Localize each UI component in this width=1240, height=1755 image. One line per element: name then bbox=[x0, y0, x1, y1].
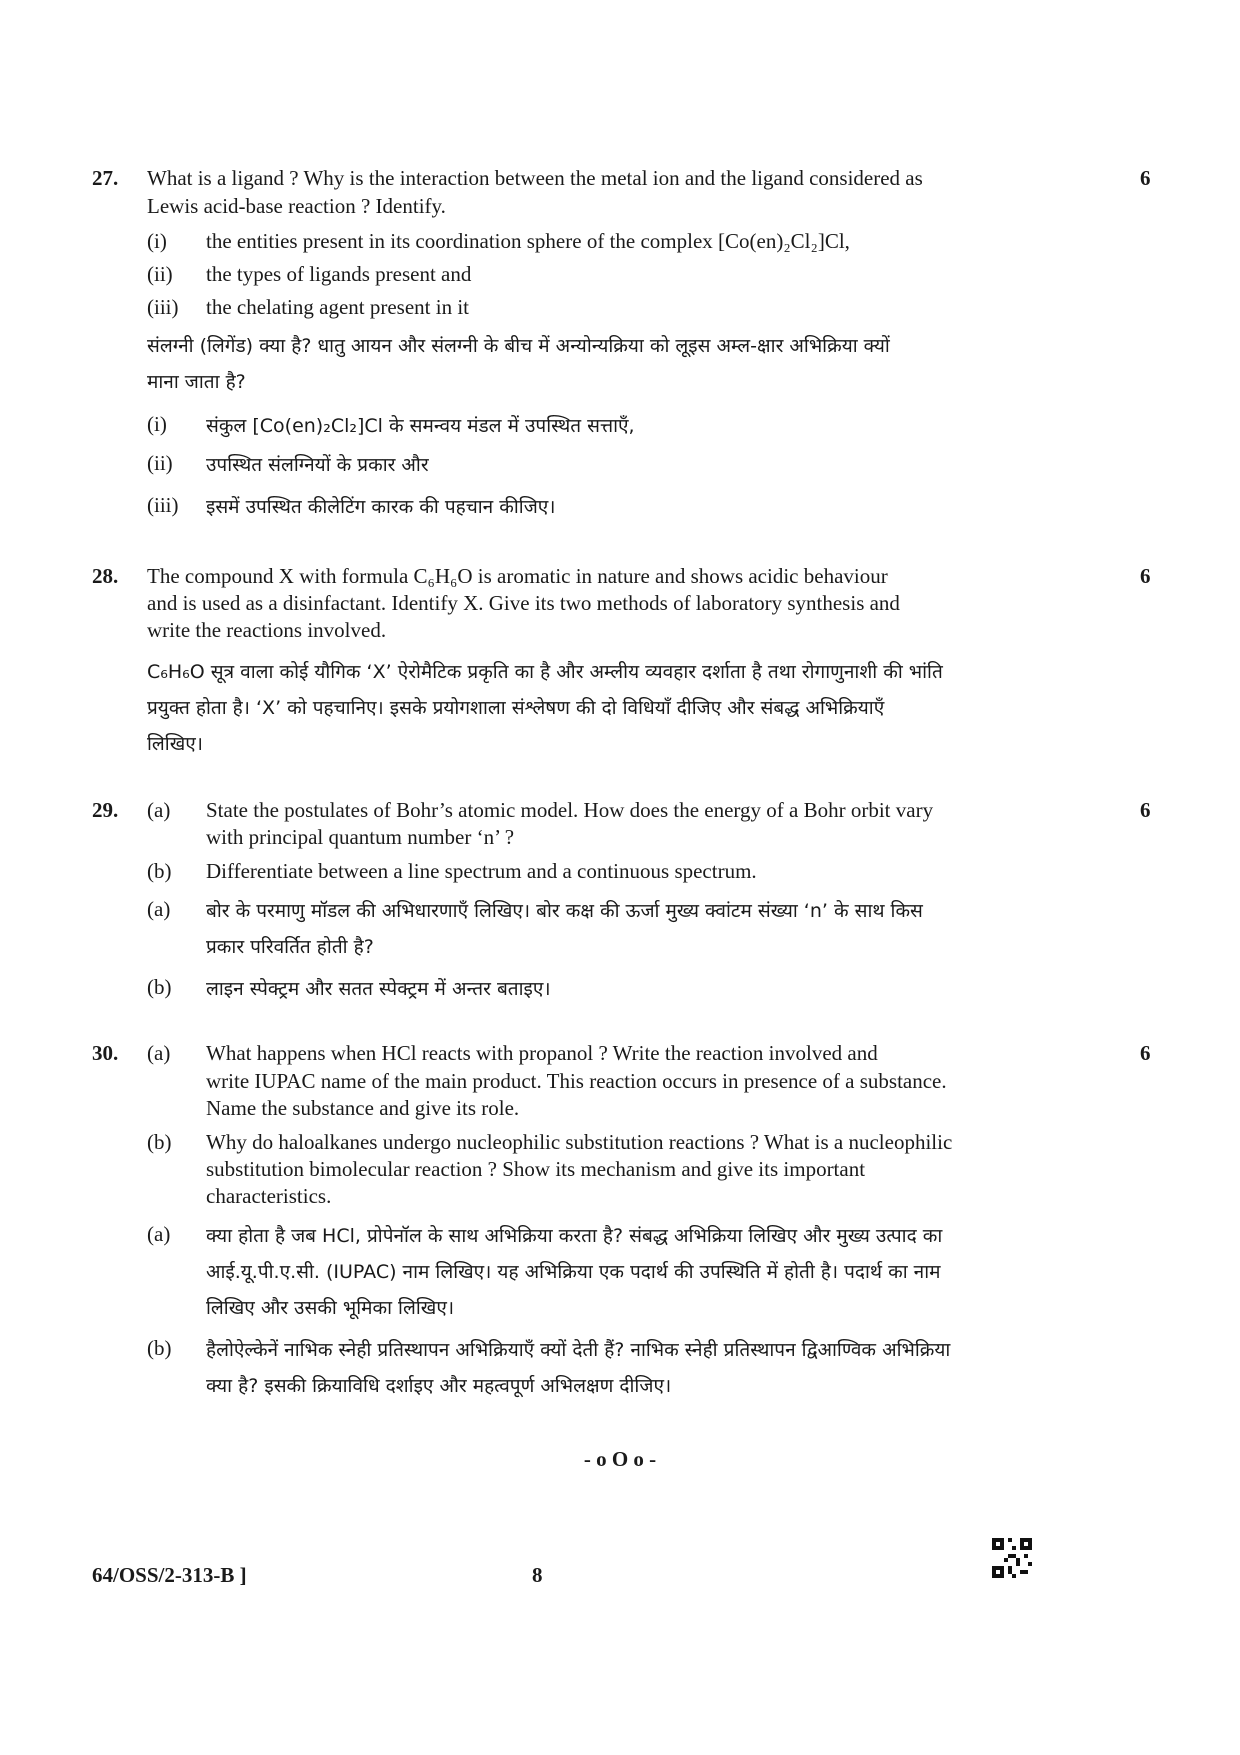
sub-text-hindi: लिखिए और उसकी भूमिका लिखिए। bbox=[206, 1297, 455, 1319]
sub-label: (i) bbox=[147, 229, 167, 253]
question-number: 30. bbox=[92, 1041, 119, 1065]
sub-text-hindi: लाइन स्पेक्ट्रम और सतत स्पेक्ट्रम में अन्तर बताइए। bbox=[206, 978, 551, 1000]
sub-text-hindi: इसमें उपस्थित कीलेटिंग कारक की पहचान कीजिए। bbox=[206, 496, 556, 518]
sub-label: (a) bbox=[147, 1041, 171, 1065]
sub-text: characteristics. bbox=[206, 1184, 332, 1208]
question-text: and is used as a disinfactant. Identify X. Give its two methods of laboratory synthesis and bbox=[147, 591, 900, 615]
sub-text-hindi: संकुल [Co(en)₂Cl₂]Cl के समन्वय मंडल में उपस्थित सत्ताएँ, bbox=[206, 415, 635, 437]
question-number: 29. bbox=[92, 798, 119, 822]
sub-text: the chelating agent present in it bbox=[206, 295, 469, 319]
sub-text: write IUPAC name of the main product. This reaction occurs in presence of a substance. bbox=[206, 1069, 947, 1093]
sub-label: (b) bbox=[147, 1130, 172, 1154]
question-marks: 6 bbox=[1140, 1041, 1151, 1065]
page-number: 8 bbox=[532, 1563, 543, 1587]
sub-text-hindi: क्या होता है जब HCl, प्रोपेनॉल के साथ अभिक्रिया करता है? संबद्ध अभिक्रिया लिखिए और मुख्य उत्पाद का bbox=[206, 1225, 943, 1247]
sub-text-hindi: प्रकार परिवर्तित होती है? bbox=[206, 936, 374, 958]
sub-label: (ii) bbox=[147, 262, 173, 286]
question-text: write the reactions involved. bbox=[147, 618, 387, 642]
question-text: What is a ligand ? Why is the interaction between the metal ion and the ligand considered as bbox=[147, 166, 923, 190]
sub-label: (b) bbox=[147, 859, 172, 883]
sub-label: (a) bbox=[147, 1222, 171, 1246]
question-text-hindi: प्रयुक्त होता है। ‘X’ को पहचानिए। इसके प्रयोगशाला संश्लेषण की दो विधियाँ दीजिए और संबद्ध अभिक्रियाएँ bbox=[147, 697, 885, 719]
sub-text: What happens when HCl reacts with propanol ? Write the reaction involved and bbox=[206, 1041, 878, 1065]
question-number: 28. bbox=[92, 564, 119, 588]
question-text-hindi: लिखिए। bbox=[147, 733, 203, 755]
sub-text: with principal quantum number ‘n’ ? bbox=[206, 825, 515, 849]
sub-label: (b) bbox=[147, 1336, 172, 1360]
qr-code-icon bbox=[992, 1538, 1032, 1578]
sub-text: State the postulates of Bohr’s atomic model. How does the energy of a Bohr orbit vary bbox=[206, 798, 934, 822]
question-marks: 6 bbox=[1140, 798, 1151, 822]
sub-text: the entities present in its coordination sphere of the complex [Co(en)₂Cl₂]Cl, bbox=[206, 229, 850, 253]
sub-text: Why do haloalkanes undergo nucleophilic substitution reactions ? What is a nucleophilic bbox=[206, 1130, 953, 1154]
sub-text: substitution bimolecular reaction ? Show its mechanism and give its important bbox=[206, 1157, 866, 1181]
sub-text: Name the substance and give its role. bbox=[206, 1096, 520, 1120]
sub-label: (a) bbox=[147, 798, 171, 822]
sub-label: (ii) bbox=[147, 451, 173, 475]
question-marks: 6 bbox=[1140, 166, 1151, 190]
question-text-hindi: माना जाता है? bbox=[147, 371, 246, 393]
question-marks: 6 bbox=[1140, 564, 1151, 588]
paper-code: 64/OSS/2-313-B ] bbox=[92, 1563, 247, 1587]
end-separator: - o O o - bbox=[583, 1447, 657, 1471]
question-text-hindi: C₆H₆O सूत्र वाला कोई यौगिक ‘X’ ऐरोमैटिक प्रकृति का है और अम्लीय व्यवहार दर्शाता है तथा रोगाणुनाशी की भांति bbox=[147, 661, 943, 683]
sub-label: (b) bbox=[147, 975, 172, 999]
sub-label: (iii) bbox=[147, 295, 179, 319]
sub-text: the types of ligands present and bbox=[206, 262, 472, 286]
question-text: The compound X with formula C₆H₆O is aromatic in nature and shows acidic behaviour bbox=[147, 564, 888, 588]
sub-label: (i) bbox=[147, 412, 167, 436]
sub-text-hindi: बोर के परमाणु मॉडल की अभिधारणाएँ लिखिए। बोर कक्ष की ऊर्जा मुख्य क्वांटम संख्या ‘n’ के साथ किस bbox=[206, 900, 923, 922]
sub-text-hindi: उपस्थित संलग्नियों के प्रकार और bbox=[206, 454, 429, 476]
sub-text-hindi: क्या है? इसकी क्रियाविधि दर्शाइए और महत्वपूर्ण अभिलक्षण दीजिए। bbox=[206, 1375, 672, 1397]
sub-text-hindi: हैलोऐल्केनें नाभिक स्नेही प्रतिस्थापन अभिक्रियाएँ क्यों देती हैं? नाभिक स्नेही प्रतिस्थापन द्विआण्विक अभिक्रिया bbox=[206, 1339, 951, 1361]
sub-label: (iii) bbox=[147, 493, 179, 517]
sub-label: (a) bbox=[147, 897, 171, 921]
sub-text: Differentiate between a line spectrum and a continuous spectrum. bbox=[206, 859, 757, 883]
question-text: Lewis acid-base reaction ? Identify. bbox=[147, 194, 446, 218]
sub-text-hindi: आई.यू.पी.ए.सी. (IUPAC) नाम लिखिए। यह अभिक्रिया एक पदार्थ की उपस्थिति में होती है। पदार्थ का नाम bbox=[206, 1261, 941, 1283]
question-number: 27. bbox=[92, 166, 119, 190]
question-text-hindi: संलग्नी (लिगेंड) क्या है? धातु आयन और संलग्नी के बीच में अन्योन्यक्रिया को लूइस अम्ल-क्षार अभिक्रिया क्यों bbox=[147, 335, 890, 357]
